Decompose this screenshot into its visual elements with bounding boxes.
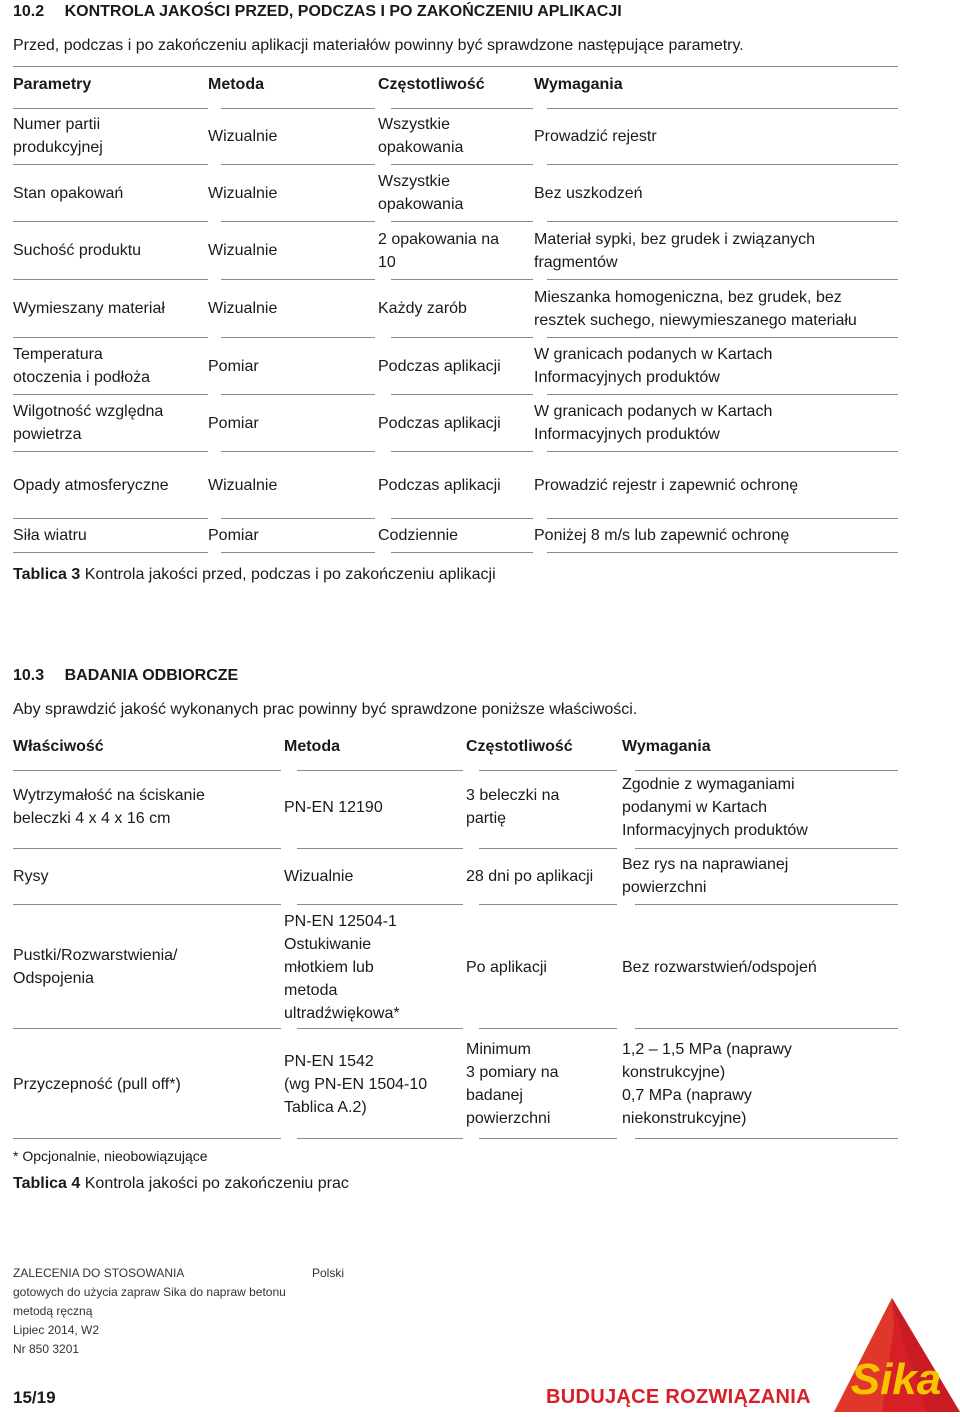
table-cell: [466, 766, 616, 848]
table-cell: [466, 906, 616, 1028]
table-rule: [13, 66, 898, 67]
table-rule: [635, 1028, 898, 1029]
footer-number: Nr 850 3201: [13, 1342, 80, 1356]
table-cell-text: Wizualnie: [284, 867, 354, 885]
table-cell: [466, 848, 616, 904]
table-cell-text: 2 opakowania na 10: [378, 230, 499, 271]
table-rule: [13, 552, 208, 553]
table-cell-text: Podczas aplikacji: [378, 414, 501, 432]
table-cell: [378, 108, 528, 164]
table-rule: [479, 1028, 617, 1029]
caption-label: Tablica 3: [13, 566, 81, 583]
table-cell: [622, 848, 887, 904]
table-header-cell: Metoda: [208, 76, 264, 93]
table-cell: [622, 766, 887, 848]
sika-logo-text: Sika: [850, 1355, 942, 1404]
table-cell: [284, 906, 459, 1028]
table-cell: [13, 395, 203, 451]
section-intro: Przed, podczas i po zakończeniu aplikacji materiałów powinny być sprawdzone następujące parametry.: [13, 37, 744, 54]
table-cell-text: Wszystkie opakowania: [378, 116, 464, 156]
table-cell-text: Bez rys na naprawianej powierzchni: [622, 856, 789, 896]
table-cell-text: 3 beleczki na partię: [466, 787, 560, 827]
table-cell-text: Wizualnie: [208, 476, 278, 494]
table-cell-text: Poniżej 8 m/s lub zapewnić ochronę: [534, 526, 790, 544]
table-cell-text: Pomiar: [208, 357, 259, 375]
table-cell: [208, 222, 373, 279]
table-header-cell: Metoda: [284, 738, 340, 755]
table-cell: [13, 280, 203, 337]
table-cell: [466, 1030, 616, 1138]
section-heading-10-3: [13, 667, 238, 685]
table-cell-text: Stan opakowań: [13, 184, 124, 202]
table-cell: [378, 338, 528, 394]
table-cell-text: Przyczepność (pull off*): [13, 1075, 181, 1093]
table-cell: [378, 165, 528, 221]
table-cell-text: PN-EN 12504-1 Ostukiwanie młotkiem lub metoda ultradźwiękowa*: [284, 912, 400, 1022]
caption-label: Tablica 4: [13, 1175, 81, 1192]
table-rule: [297, 1138, 463, 1139]
table-cell: [208, 395, 373, 451]
table-cell-text: Wizualnie: [208, 242, 278, 259]
table-cell-text: Wizualnie: [208, 127, 278, 145]
table-rule: [479, 1138, 617, 1139]
table-cell-text: Codziennie: [378, 526, 459, 544]
table-cell: [13, 1030, 273, 1138]
section-title: BADANIA ODBIORCZE: [64, 667, 239, 684]
table-cell-text: Pustki/Rozwarstwienia/ Odspojenia: [13, 947, 178, 987]
table-cell: [13, 848, 273, 904]
footer-doc-info: [13, 1264, 286, 1359]
table-cell: [534, 395, 884, 451]
table-cell: [13, 222, 203, 279]
table-cell: [284, 1030, 459, 1138]
table-cell: [208, 452, 373, 518]
table-header-cell: Częstotliwość: [466, 738, 573, 755]
table-cell: [13, 452, 203, 518]
table-rule: [13, 1138, 281, 1139]
table-cell: [13, 338, 203, 394]
table-4-footnote: * Opcjonalnie, nieobowiązujące: [13, 1148, 208, 1164]
table-cell-text: Pomiar: [208, 526, 259, 544]
table-cell-text: Bez rozwarstwień/odspojeń: [622, 958, 817, 976]
table-cell-text: PN-EN 1542 (wg PN-EN 1504-10 Tablica A.2): [284, 1052, 428, 1116]
table-cell-text: Wytrzymałość na ściskanie beleczki 4 x 4 x 16 cm: [13, 787, 205, 827]
table-cell-text: Wizualnie: [208, 300, 278, 317]
table-cell: [208, 518, 373, 552]
table-cell: [378, 452, 528, 518]
table-cell-text: Numer partii produkcyjnej: [13, 116, 103, 156]
table-rule: [547, 552, 898, 553]
table-cell-text: W granicach podanych w Kartach Informacyjnych produktów: [534, 403, 773, 443]
table-cell-text: Pomiar: [208, 414, 259, 432]
caption-text: Kontrola jakości przed, podczas i po zakończeniu aplikacji: [80, 566, 496, 583]
table-cell: [622, 1030, 887, 1138]
section-heading-10-2: [13, 3, 622, 21]
table-cell-text: Bez uszkodzeń: [534, 184, 643, 202]
table-rule: [297, 1028, 463, 1029]
table-header-cell: Parametry: [13, 76, 92, 93]
table-cell-text: 28 dni po aplikacji: [466, 867, 594, 885]
table-rule: [479, 904, 617, 905]
table-cell: [13, 906, 273, 1028]
footer-slogan: BUDUJĄCE ROZWIĄZANIA: [546, 1386, 811, 1408]
table-cell-text: Wymieszany materiał: [13, 300, 165, 317]
table-cell: [13, 518, 203, 552]
table-rule: [635, 1138, 898, 1139]
section-intro: Aby sprawdzić jakość wykonanych prac powinny być sprawdzone poniższe właściwości.: [13, 701, 638, 718]
table-header-cell: Wymagania: [534, 76, 623, 93]
table-header-cell: Właściwość: [13, 738, 104, 755]
table-cell: [378, 222, 528, 279]
table-cell: [284, 848, 459, 904]
table-cell-text: Suchość produktu: [13, 242, 142, 259]
footer-doc-type: ZALECENIA DO STOSOWANIA: [13, 1266, 185, 1280]
table-rule: [635, 904, 898, 905]
table-rule: [221, 552, 375, 553]
table-cell: [284, 766, 459, 848]
table-cell-text: Zgodnie z wymaganiami podanymi w Kartach Informacyjnych produktów: [622, 775, 808, 839]
page-number: 15/19: [13, 1388, 56, 1407]
caption-text: Kontrola jakości po zakończeniu prac: [80, 1175, 349, 1192]
section-number: 10.2: [13, 3, 45, 20]
table-cell-text: Wszystkie opakowania: [378, 173, 464, 213]
table-header-cell: Wymagania: [622, 738, 711, 755]
section-title: KONTROLA JAKOŚCI PRZED, PODCZAS I PO ZAKOŃCZENIU APLIKACJI: [64, 3, 622, 20]
table-cell: [208, 108, 373, 164]
table-cell: [208, 165, 373, 221]
sika-logo-icon: [832, 1296, 960, 1412]
table-cell: [534, 338, 884, 394]
table-cell: [378, 518, 528, 552]
table-cell: [534, 108, 884, 164]
table-rule: [297, 904, 463, 905]
table-cell: [13, 766, 273, 848]
table-cell-text: Mieszanka homogeniczna, bez grudek, bez resztek suchego, niewymieszanego materiału: [534, 288, 857, 329]
table-cell: [378, 280, 528, 337]
table-rule: [13, 904, 281, 905]
table-rule: [391, 552, 533, 553]
table-cell: [208, 338, 373, 394]
table-cell-text: Materiał sypki, bez grudek i związanych fragmentów: [534, 230, 816, 271]
table-cell-text: Podczas aplikacji: [378, 357, 501, 375]
table-cell-text: Siła wiatru: [13, 526, 87, 544]
table-cell: [622, 906, 887, 1028]
table-cell: [534, 280, 884, 337]
section-number: 10.3: [13, 667, 45, 684]
table-4-caption: [13, 1175, 349, 1193]
table-cell: [13, 165, 203, 221]
footer-doc-title-2: metodą ręczną: [13, 1304, 93, 1318]
table-cell-text: Wilgotność względna powietrza: [13, 403, 164, 443]
footer-date: Lipiec 2014, W2: [13, 1323, 100, 1337]
table-cell-text: Po aplikacji: [466, 958, 547, 976]
sika-logo: [832, 1296, 960, 1412]
table-cell: [534, 222, 884, 279]
table-cell-text: Prowadzić rejestr i zapewnić ochronę: [534, 476, 799, 494]
table-header-cell: Częstotliwość: [378, 76, 485, 93]
table-cell-text: Minimum 3 pomiary na badanej powierzchni: [466, 1041, 559, 1127]
table-cell-text: Prowadzić rejestr: [534, 127, 657, 145]
table-cell-text: Opady atmosferyczne: [13, 476, 169, 494]
footer-doc-title-1: gotowych do użycia zapraw Sika do napraw betonu: [13, 1285, 286, 1299]
table-rule: [13, 1028, 281, 1029]
table-cell: [378, 395, 528, 451]
table-cell-text: Wizualnie: [208, 184, 278, 202]
table-cell-text: Każdy zarób: [378, 300, 467, 317]
table-3-caption: [13, 566, 496, 584]
table-cell-text: W granicach podanych w Kartach Informacyjnych produktów: [534, 346, 773, 386]
table-cell: [13, 108, 203, 164]
table-cell-text: Podczas aplikacji: [378, 476, 501, 494]
table-cell-text: 1,2 – 1,5 MPa (naprawy konstrukcyjne) 0,7 MPa (naprawy niekonstrukcyjne): [622, 1041, 792, 1127]
footer-language: Polski: [312, 1266, 345, 1280]
table-cell-text: Temperatura otoczenia i podłoża: [13, 346, 150, 386]
table-cell: [534, 452, 884, 518]
table-cell: [534, 518, 884, 552]
table-cell: [208, 280, 373, 337]
table-cell: [534, 165, 884, 221]
table-cell-text: Rysy: [13, 867, 49, 885]
table-cell-text: PN-EN 12190: [284, 798, 383, 816]
